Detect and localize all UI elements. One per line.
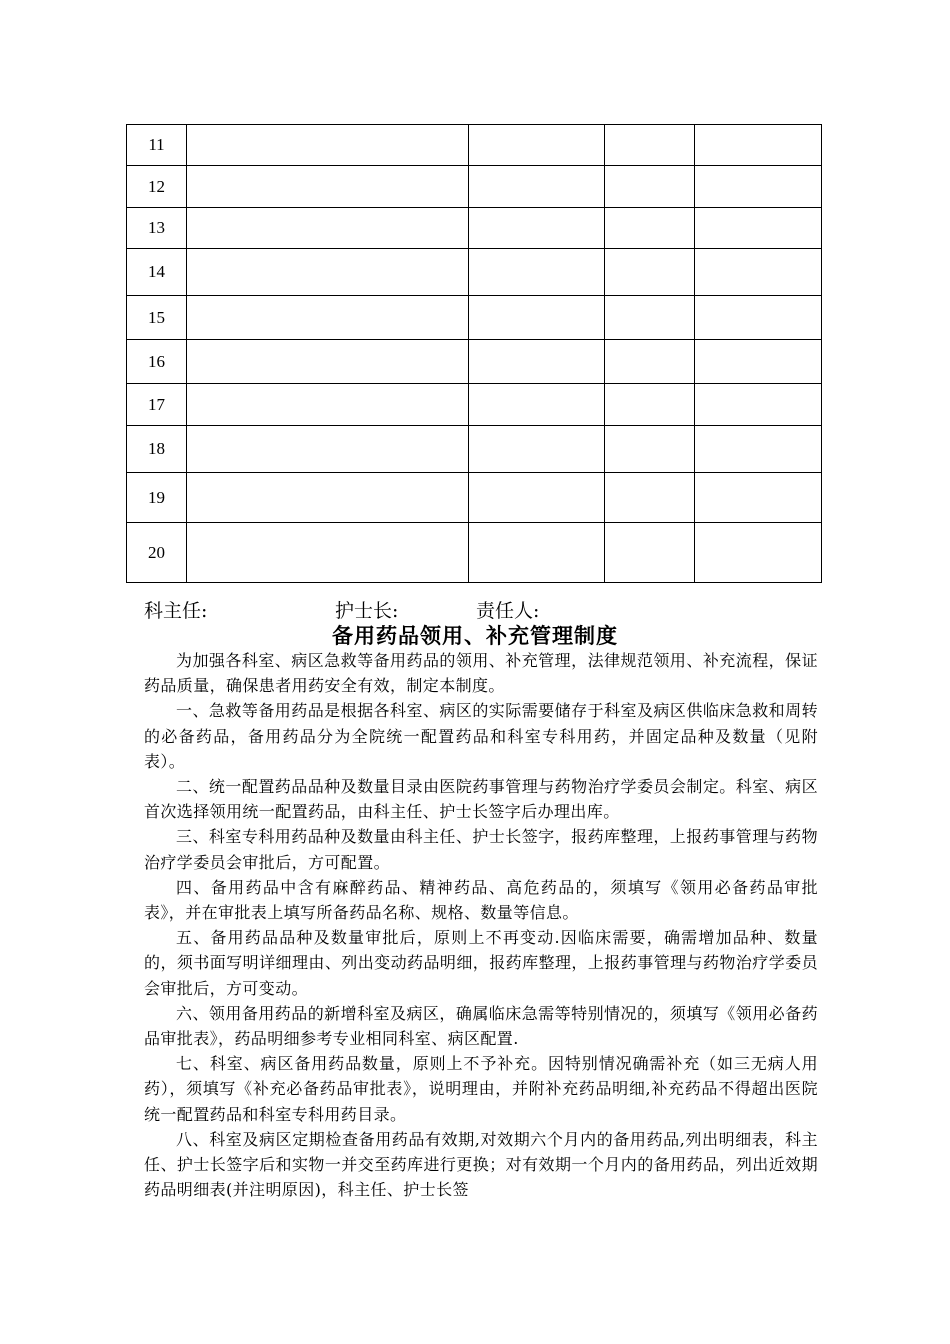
row-number: 18 (127, 426, 187, 473)
table-cell (605, 340, 695, 384)
table-cell (695, 340, 822, 384)
table-cell (187, 473, 469, 523)
table-cell (605, 208, 695, 249)
table-cell (605, 296, 695, 340)
table-cell (695, 208, 822, 249)
clause-2: 二、统一配置药品品种及数量目录由医院药事管理与药物治疗学委员会制定。科室、病区首次选择领用统一配置药品，由科主任、护士长签字后办理出库。 (144, 777, 818, 822)
table-cell (187, 523, 469, 583)
table-cell (605, 166, 695, 208)
table-cell (469, 473, 605, 523)
row-number: 16 (127, 340, 187, 384)
table-cell (187, 166, 469, 208)
table-cell (469, 523, 605, 583)
table-cell (187, 340, 469, 384)
table-cell (469, 249, 605, 296)
table-cell (469, 426, 605, 473)
table-row (127, 340, 822, 384)
table-cell (187, 426, 469, 473)
director-signature-label: 科主任: (144, 600, 208, 622)
table-cell (469, 340, 605, 384)
table-cell (187, 125, 469, 166)
table-cell (695, 523, 822, 583)
clause-8: 八、科室及病区定期检查备用药品有效期,对效期六个月内的备用药品,列出明细表，科主任、护士长签字后和实物一并交至药库进行更换；对有效期一个月内的备用药品，列出近效期药品明细表(并注明原因)，科主任、护士长签 (144, 1129, 818, 1200)
intro-paragraph: 为加强各科室、病区急救等备用药品的领用、补充管理，法律规范领用、补充流程，保证药品质量，确保患者用药安全有效，制定本制度。 (144, 651, 818, 696)
clause-1: 一、急救等备用药品是根据各科室、病区的实际需要储存于科室及病区供临床急救和周转的必备药品，备用药品分为全院统一配置药品和科室专科用药，并固定品种及数量（见附表）。 (144, 701, 818, 771)
row-number: 15 (127, 296, 187, 340)
row-number: 14 (127, 249, 187, 296)
clause-7: 七、科室、病区备用药品数量，原则上不予补充。因特别情况确需补充（如三无病人用药），须填写《补充必备药品审批表》，说明理由，并附补充药品明细,补充药品不得超出医院统一配置药品和科室专科用药目录。 (144, 1054, 818, 1124)
clause-4: 四、备用药品中含有麻醉药品、精神药品、高危药品的，须填写《领用必备药品审批表》，并在审批表上填写所备药品名称、规格、数量等信息。 (144, 877, 818, 923)
table-cell (695, 473, 822, 523)
table-cell (695, 426, 822, 473)
clause-5: 五、备用药品品种及数量审批后，原则上不再变动.因临床需要，确需增加品种、数量的，须书面写明详细理由、列出变动药品明细，报药库整理，上报药事管理与药物治疗学委员会审批后，方可变动。 (144, 928, 818, 998)
table-cell (695, 249, 822, 296)
document-body (144, 648, 818, 1202)
table-cell (695, 296, 822, 340)
table-cell (469, 208, 605, 249)
table-cell (469, 384, 605, 426)
table-cell (695, 384, 822, 426)
table-row (127, 473, 822, 523)
table-row (127, 296, 822, 340)
row-number: 17 (127, 384, 187, 426)
table-cell (605, 384, 695, 426)
table-row (127, 426, 822, 473)
table-cell (605, 125, 695, 166)
table-row (127, 523, 822, 583)
table-cell (187, 208, 469, 249)
clause-6: 六、领用备用药品的新增科室及病区，确属临床急需等特别情况的，须填写《领用必备药品审批表》，药品明细参考专业相同科室、病区配置. (144, 1003, 818, 1049)
table-row (127, 249, 822, 296)
table-cell (469, 125, 605, 166)
clause-3: 三、科室专科用药品种及数量由科主任、护士长签字，报药库整理，上报药事管理与药物治疗学委员会审批后，方可配置。 (144, 827, 818, 872)
document-title: 备用药品领用、补充管理制度 (332, 624, 618, 648)
table-cell (605, 249, 695, 296)
table-cell (187, 249, 469, 296)
drug-list-table (126, 124, 822, 583)
table-row (127, 208, 822, 249)
table-row (127, 166, 822, 208)
row-number: 19 (127, 473, 187, 523)
row-number: 12 (127, 166, 187, 208)
table-cell (695, 166, 822, 208)
table-row (127, 384, 822, 426)
table-cell (605, 523, 695, 583)
table-row (127, 125, 822, 166)
table-cell (469, 296, 605, 340)
responsible-person-signature-label: 责任人: (476, 600, 540, 622)
table-cell (605, 426, 695, 473)
head-nurse-signature-label: 护士长: (335, 600, 399, 622)
row-number: 13 (127, 208, 187, 249)
row-number: 20 (127, 523, 187, 583)
table-cell (469, 166, 605, 208)
table-cell (605, 473, 695, 523)
row-number: 11 (127, 125, 187, 166)
table-cell (187, 296, 469, 340)
table-cell (187, 384, 469, 426)
table-cell (695, 125, 822, 166)
